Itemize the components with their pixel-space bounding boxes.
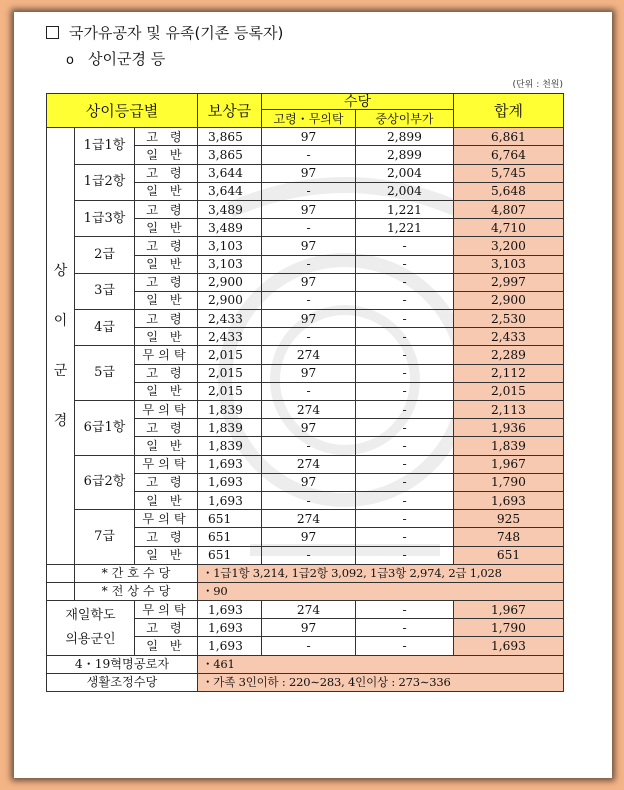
header-allowance: 수당 [262,94,454,110]
elderly-allowance-cell: - [262,637,356,655]
elderly-allowance-cell: - [262,255,356,273]
compensation-cell: 3,644 [198,164,262,182]
unit-label: (단위 : 천원) [512,80,563,90]
extra-label-cell: * 간 호 수 당 [75,564,198,582]
elderly-allowance-cell: 97 [262,164,356,182]
compensation-cell: 1,693 [198,619,262,637]
compensation-cell: 2,015 [198,382,262,400]
grade-cell: 7급 [75,510,135,565]
elderly-allowance-cell: 97 [262,128,356,146]
type-cell: 무의탁 [135,455,198,473]
compensation-cell: 1,839 [198,401,262,419]
header-compensation: 보상금 [198,94,262,128]
compensation-cell: 3,489 [198,219,262,237]
severe-allowance-cell: 2,899 [356,146,454,164]
grade-cell: 1급1항 [75,128,135,164]
compensation-cell: 2,433 [198,328,262,346]
severe-allowance-cell: - [356,546,454,564]
severe-allowance-cell: - [356,437,454,455]
severe-allowance-cell: - [356,364,454,382]
type-cell: 일 반 [135,146,198,164]
table-row [47,455,564,473]
severe-allowance-cell: - [356,382,454,400]
compensation-cell: 3,865 [198,146,262,164]
elderly-allowance-cell: 274 [262,346,356,364]
severe-allowance-cell: 2,899 [356,128,454,146]
total-cell: 1,967 [454,601,564,619]
category-char: 군 [53,362,68,379]
severe-allowance-cell: - [356,491,454,509]
severe-allowance-cell: - [356,619,454,637]
blank-cell [47,564,75,582]
severe-allowance-cell: - [356,419,454,437]
total-cell: 1,967 [454,455,564,473]
total-cell: 4,710 [454,219,564,237]
type-cell: 무의탁 [135,401,198,419]
elderly-allowance-cell: 97 [262,310,356,328]
elderly-allowance-cell: 274 [262,455,356,473]
april19-row [47,655,564,673]
compensation-cell: 651 [198,510,262,528]
table-row [47,510,564,528]
category-char: 이 [53,312,68,329]
type-cell: 고 령 [135,473,198,491]
header-total: 합계 [454,94,564,128]
total-cell: 1,790 [454,473,564,491]
severe-allowance-cell: 2,004 [356,182,454,200]
compensation-cell: 1,693 [198,455,262,473]
elderly-allowance-cell: 97 [262,473,356,491]
section-subtitle-text: 상이군경 등 [87,50,166,68]
compensation-cell: 2,900 [198,273,262,291]
extra-note-cell: ・461 [198,655,564,673]
type-cell: 일 반 [135,219,198,237]
elderly-allowance-cell: 274 [262,510,356,528]
type-cell: 일 반 [135,291,198,309]
type-cell: 고 령 [135,128,198,146]
type-cell: 일 반 [135,491,198,509]
total-cell: 1,693 [454,491,564,509]
extra-note-cell: ・가족 3인이하 : 220∼283, 4인이상 : 273∼336 [198,673,564,691]
severe-allowance-cell: - [356,528,454,546]
extra-label-cell: 생활조정수당 [47,673,198,691]
severe-allowance-cell: - [356,401,454,419]
total-cell: 2,113 [454,401,564,419]
elderly-allowance-cell: - [262,182,356,200]
severe-allowance-cell: 1,221 [356,219,454,237]
table-row [47,346,564,364]
total-cell: 2,112 [454,364,564,382]
type-cell: 일 반 [135,546,198,564]
compensation-cell: 1,839 [198,419,262,437]
section-title [46,22,446,43]
allowance-table [46,93,564,692]
severe-allowance-cell: 1,221 [356,200,454,218]
total-cell: 2,015 [454,382,564,400]
nursing-allowance-row [47,564,564,582]
grade-cell: 1급2항 [75,164,135,200]
header-row [47,94,564,110]
total-cell: 3,103 [454,255,564,273]
table-row [47,200,564,218]
total-cell: 2,900 [454,291,564,309]
compensation-cell: 3,865 [198,128,262,146]
compensation-cell: 3,103 [198,255,262,273]
battle-allowance-row [47,582,564,600]
category-char: 상 [53,262,68,279]
type-cell: 일 반 [135,328,198,346]
compensation-cell: 1,839 [198,437,262,455]
category-char: 경 [53,412,68,429]
elderly-allowance-cell: - [262,546,356,564]
japan-student-label-line2: 의용군인 [65,631,116,647]
type-cell: 고 령 [135,619,198,637]
section-title-text: 국가유공자 및 유족(기존 등록자) [69,24,284,42]
severe-allowance-cell: - [356,346,454,364]
type-cell: 일 반 [135,182,198,200]
table-row [47,601,564,619]
type-cell: 고 령 [135,237,198,255]
type-cell: 일 반 [135,637,198,655]
total-cell: 748 [454,528,564,546]
grade-cell: 5급 [75,346,135,401]
header-grade: 상이등급별 [47,94,198,128]
type-cell: 일 반 [135,437,198,455]
blank-cell [47,582,75,600]
total-cell: 1,693 [454,637,564,655]
grade-cell: 3급 [75,273,135,309]
total-cell: 651 [454,546,564,564]
compensation-cell: 1,693 [198,491,262,509]
bullet-o-icon: o [66,53,74,68]
compensation-cell: 3,103 [198,237,262,255]
elderly-allowance-cell: 97 [262,200,356,218]
type-cell: 무의탁 [135,510,198,528]
japan-student-label-line1: 재일학도 [65,607,116,623]
severe-allowance-cell: - [356,473,454,491]
total-cell: 6,764 [454,146,564,164]
elderly-allowance-cell: - [262,146,356,164]
grade-cell: 2급 [75,237,135,273]
category-cell [47,128,75,565]
elderly-allowance-cell: - [262,382,356,400]
total-cell: 4,807 [454,200,564,218]
extra-label-cell: * 전 상 수 당 [75,582,198,600]
severe-allowance-cell: - [356,328,454,346]
compensation-cell: 2,015 [198,346,262,364]
elderly-allowance-cell: 97 [262,364,356,382]
total-cell: 2,997 [454,273,564,291]
type-cell: 고 령 [135,419,198,437]
table-row [47,237,564,255]
compensation-cell: 2,433 [198,310,262,328]
extra-note-cell: ・1급1항 3,214, 1급2항 3,092, 1급3항 2,974, 2급 1,028 [198,564,564,582]
elderly-allowance-cell: 97 [262,237,356,255]
type-cell: 고 령 [135,200,198,218]
compensation-cell: 3,489 [198,200,262,218]
elderly-allowance-cell: 97 [262,619,356,637]
type-cell: 무의탁 [135,601,198,619]
table-row [47,164,564,182]
table-row [47,401,564,419]
elderly-allowance-cell: - [262,491,356,509]
severe-allowance-cell: 2,004 [356,164,454,182]
severe-allowance-cell: - [356,310,454,328]
compensation-cell: 1,693 [198,473,262,491]
living-adjustment-row [47,673,564,691]
compensation-cell: 1,693 [198,601,262,619]
severe-allowance-cell: - [356,455,454,473]
elderly-allowance-cell: - [262,291,356,309]
compensation-cell: 2,900 [198,291,262,309]
type-cell: 고 령 [135,364,198,382]
severe-allowance-cell: - [356,255,454,273]
elderly-allowance-cell: - [262,437,356,455]
type-cell: 무의탁 [135,346,198,364]
elderly-allowance-cell: 97 [262,273,356,291]
compensation-cell: 1,693 [198,637,262,655]
type-cell: 고 령 [135,528,198,546]
type-cell: 고 령 [135,164,198,182]
elderly-allowance-cell: - [262,219,356,237]
grade-cell: 6급1항 [75,401,135,456]
section-subtitle [66,48,366,69]
type-cell: 고 령 [135,310,198,328]
extra-label-cell: 4・19혁명공로자 [47,655,198,673]
elderly-allowance-cell: 274 [262,401,356,419]
compensation-cell: 3,644 [198,182,262,200]
total-cell: 925 [454,510,564,528]
total-cell: 2,289 [454,346,564,364]
total-cell: 1,839 [454,437,564,455]
japan-student-label-cell [47,601,135,656]
severe-allowance-cell: - [356,637,454,655]
checkbox-square-icon [46,26,59,39]
total-cell: 2,530 [454,310,564,328]
severe-allowance-cell: - [356,510,454,528]
total-cell: 6,861 [454,128,564,146]
total-cell: 1,936 [454,419,564,437]
total-cell: 5,648 [454,182,564,200]
elderly-allowance-cell: 97 [262,528,356,546]
severe-allowance-cell: - [356,601,454,619]
severe-allowance-cell: - [356,273,454,291]
total-cell: 3,200 [454,237,564,255]
compensation-cell: 651 [198,546,262,564]
severe-allowance-cell: - [356,291,454,309]
table-row [47,128,564,146]
grade-cell: 1급3항 [75,200,135,236]
header-allowance-severe: 중상이부가 [356,110,454,128]
compensation-cell: 2,015 [198,364,262,382]
severe-allowance-cell: - [356,237,454,255]
total-cell: 5,745 [454,164,564,182]
type-cell: 일 반 [135,255,198,273]
compensation-cell: 651 [198,528,262,546]
elderly-allowance-cell: 274 [262,601,356,619]
extra-note-cell: ・90 [198,582,564,600]
total-cell: 1,790 [454,619,564,637]
header-allowance-elderly: 고령・무의탁 [262,110,356,128]
table-row [47,310,564,328]
elderly-allowance-cell: 97 [262,419,356,437]
elderly-allowance-cell: - [262,328,356,346]
type-cell: 일 반 [135,382,198,400]
total-cell: 2,433 [454,328,564,346]
type-cell: 고 령 [135,273,198,291]
grade-cell: 6급2항 [75,455,135,510]
table-row [47,273,564,291]
grade-cell: 4급 [75,310,135,346]
